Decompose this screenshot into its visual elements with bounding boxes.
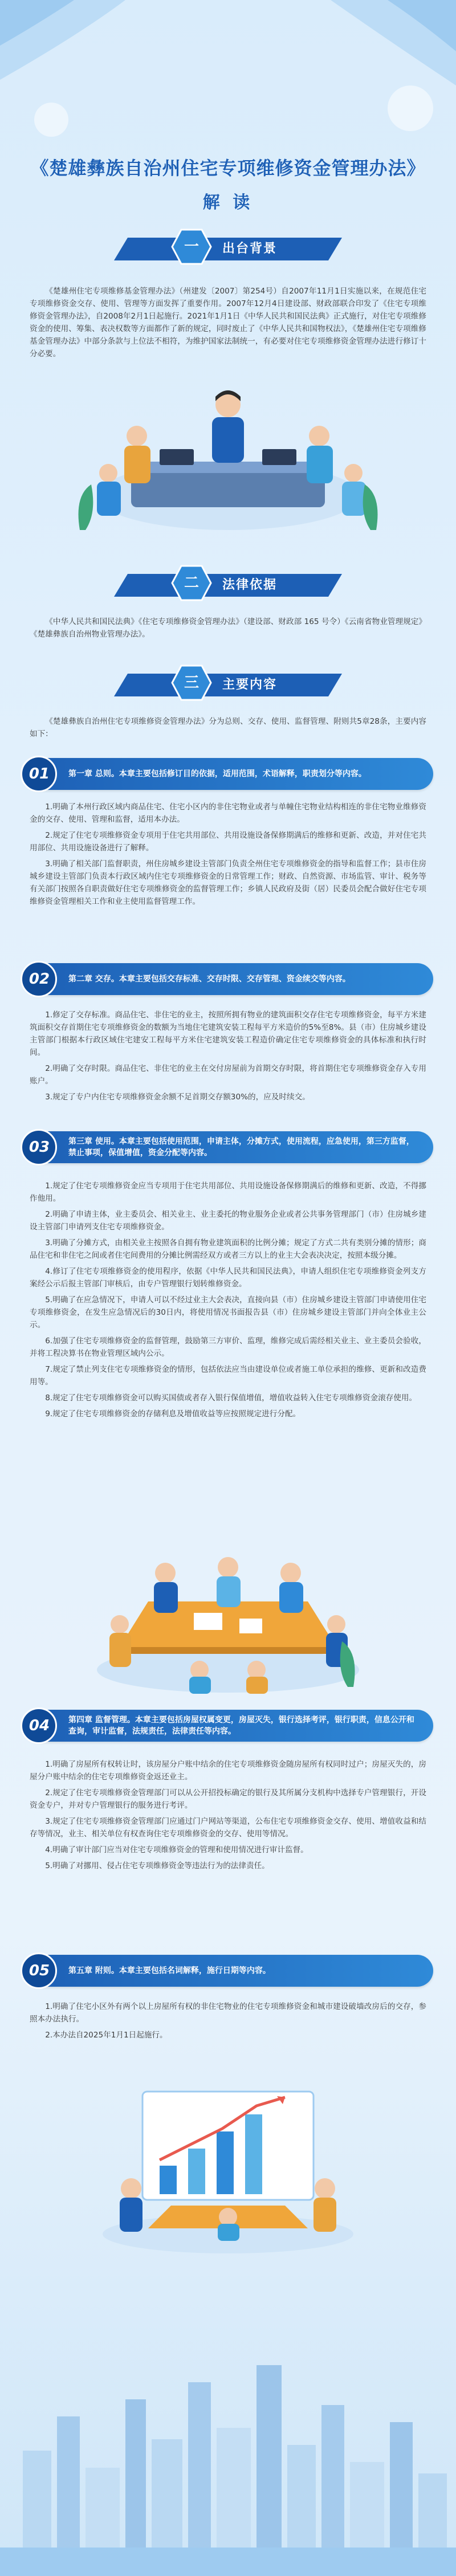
- chapter-number: 02: [28, 971, 50, 988]
- legal-paragraph: 《中华人民共和国民法典》《住宅专项维修资金管理办法》（建设部、财政部 165 号令）《云南省物业管理规定》《楚雄彝族自治州物业管理办法》。: [30, 617, 426, 639]
- chapter-banner-1: [23, 758, 433, 790]
- chapter2-body: 1.修定了交存标准。商品住宅、非住宅的业主，按照所拥有物业的建筑面积交存住宅专项维修资金，每平方米建筑面积交存首期住宅专项维修资金的数额为当地住宅建筑安装工程每平方米造价的5%至8%。县（市）住房城乡建设主管部门根据本行政区域住宅建安工程每平方米住宅建筑安装工程造价确定住宅专项维修资金的具体标准和执行时间。 2.明确了交存时限。商品住宅、非住宅的业主在交付房屋前为首期交存时限，将首期住宅专项维修资金存入专用账户。 3.规定了专户内住宅专项维修资金余额不足首期交存额30%的，应及时续交。: [30, 1010, 426, 1102]
- section-number: 二: [184, 574, 199, 592]
- team-meeting-illustration-icon: [85, 1527, 370, 1698]
- chapter-banner-4: [23, 1710, 433, 1742]
- section-number: 一: [184, 238, 199, 255]
- chapter-summary: 第一章 总则。本章主要包括修订目的依据，适用范围，术语解释，职责划分等内容。: [68, 769, 367, 778]
- page-title: 《楚雄彝族自治州住宅专项维修资金管理办法》: [30, 157, 426, 179]
- meeting-illustration-icon: [68, 382, 388, 547]
- header-decoration-icon: [0, 0, 456, 148]
- section-header-background: [0, 225, 456, 271]
- chapter-number: 03: [28, 1139, 50, 1156]
- growth-illustration-icon: [91, 2074, 365, 2257]
- chapter-banner-5: [23, 1955, 433, 1987]
- title-block: [0, 154, 456, 213]
- chapter5-body: 1.明确了住宅小区外有两个以上房屋所有权的非住宅物业的住宅专项维修资金和城市建设破墙改房后的交存，参照本办法执行。 2.本办法自2025年1月1日起施行。: [30, 2002, 426, 2040]
- section-label: 主要内容: [222, 678, 278, 692]
- chapter3-body: 1.规定了住宅专项维修资金应当专项用于住宅共用部位、共用设施设备保修期满后的维修和更新、改造，不得挪作他用。 2.明确了申请主体，业主委员会、相关业主、业主委托的物业服务企业或者公共事务管理部门（市）住房城乡建设主管部门申请列支住宅专项维修资金。 3.明确了分摊方式，由相关业主按照各自拥有物业建筑面积的比例分摊；规定了方式二共有类别分摊的情形；商品住宅和非住宅之间或者住宅间费用的分摊比例需经双方或者三方以上的业主大会表决决定，按照本级分摊。 4.修订了住宅专项维修资金的使用程序，依据《中华人民共和国民法典》，申请人组织住宅专项维修资金列支方案经公示后报主管部门审核后，由专户管理银行划转维修资金。 5.明确了在应急情况下，申请人可以不经过业主大会表决，直接向县（市）住房城乡建设主管部门申请使用住宅专项维修资金，在发生应急情况后的30日内，将使用情况书面报告县（市）住房城乡建设主管部门并向全体业主公示。 6.加强了住宅专项维修资金的监督管理，鼓励第三方审价、监理，维修完成后需经相关业主、业主委员会验收，并将工程决算书在物业管理区域内公示。 7.规定了禁止列支住宅专项维修资金的情形，包括依法应当由建设单位或者施工单位承担的维修、更新和改造费用等。 8.规定了住宅专项维修资金可以购买国债或者存入银行保值增值，增值收益转入住宅专项维修资金滚存使用。 9.规定了住宅专项维修资金的存储利息及增值收益等应按照规定进行分配。: [30, 1181, 426, 1419]
- content-intro: 《楚雄彝族自治州住宅专项维修资金管理办法》分为总则、交存、使用、监督管理、附则共5章28条，主要内容如下：: [30, 717, 426, 739]
- city-skyline-icon: [0, 2331, 456, 2576]
- chapter1-body: 1.明确了本州行政区域内商品住宅、住宅小区内的非住宅物业或者与单幢住宅物业结构相连的非住宅物业维修资金的交存、使用、管理和监督，适用本办法。 2.规定了住宅专项维修资金专项用于住宅共用部位、共用设施设备保修期满后的维修和更新、改造，并对住宅共用部位、共用设施设备进行了解释。 3.明确了相关部门监督职责，州住房城乡建设主管部门负责全州住宅专项维修资金的指导和监督工作；县市住房城乡建设主管部门负责本行政区域内住宅专项维修资金的日常管理工作；财政、自然资源、市场监管、审计、税务等有关部门按照各自职责做好住宅专项维修资金的监督管理工作；乡镇人民政府及街（居）民委员会配合做好住宅专项维修资金管理相关工作和业主使用监督管理工作。: [30, 802, 426, 906]
- section-header-legal: [0, 561, 456, 607]
- section-label: 法律依据: [222, 578, 278, 592]
- chapter-summary: 第三章 使用。本章主要包括使用范围，申请主体，分摊方式，使用流程，应急使用，第三方监督，禁止事项，保值增值，资金分配等内容。: [68, 1137, 414, 1157]
- background-paragraph: 《楚雄州住宅专项维修基金管理办法》（州建发〔2007〕第254号）自2007年11月1日实施以来，在规范住宅专项维修资金交存、使用、管理等方面发挥了重要作用。2007年12月4日建设部、财政部联合印发了《住宅专项维修资金管理办法》，自2008年2月1日起施行。2021年1月1日《中华人民共和国民法典》正式施行，对住宅专项维修资金的使用、筹集、表决权数等方面都作了新的规定，同时废止了《中华人民共和国物权法》，《楚雄州住宅专项维修基金管理办法》中部分条款与上位法不相符，为维护国家法制统一，有必要对住宅专项维修资金管理办法进行修订十分必要。: [30, 287, 426, 358]
- chapter-number: 01: [28, 765, 50, 782]
- section-number: 三: [184, 674, 199, 691]
- page-subtitle: 解 读: [202, 193, 254, 213]
- chapter4-body: 1.明确了房屋所有权转让时，该房屋分户账中结余的住宅专项维修资金随房屋所有权同时过户；房屋灭失的，房屋分户账中结余的住宅专项维修资金返还业主。 2.规定了住宅专项维修资金管理部门可以从公开招投标确定的银行及其所属分支机构中选择专户管理银行，开设资金专户，并对专户管理银行的服务进行考评。 3.规定了住宅专项维修资金管理部门应通过门户网站等渠道，公布住宅专项维修资金交存、使用、增值收益和结存等情况，业主、相关单位有权查询住宅专项维修资金的交存、使用等情况。 4.明确了审计部门应当对住宅专项维修资金的管理和使用情况进行审计监督。 5.明确了对挪用、侵占住宅专项维修资金等违法行为的法律责任。: [30, 1760, 426, 1870]
- chapter-summary: 第五章 附则。本章主要包括名词解释，施行日期等内容。: [68, 1966, 271, 1975]
- chapter-banner-3: [23, 1131, 433, 1163]
- section-label: 出台背景: [222, 242, 278, 256]
- chapter-number: 04: [28, 1717, 50, 1734]
- chapter-banner-2: [23, 963, 433, 995]
- section-header-content: [0, 661, 456, 707]
- chapter-number: 05: [28, 1962, 50, 1979]
- chapter-summary: 第二章 交存。本章主要包括交存标准、交存时限、交存管理、资金续交等内容。: [68, 975, 351, 984]
- chapter-summary: 第四章 监督管理。本章主要包括房屋权属变更，房屋灭失，银行选择考评，银行职责，信息公开和查询，审计监督，法规责任，法律责任等内容。: [68, 1715, 414, 1736]
